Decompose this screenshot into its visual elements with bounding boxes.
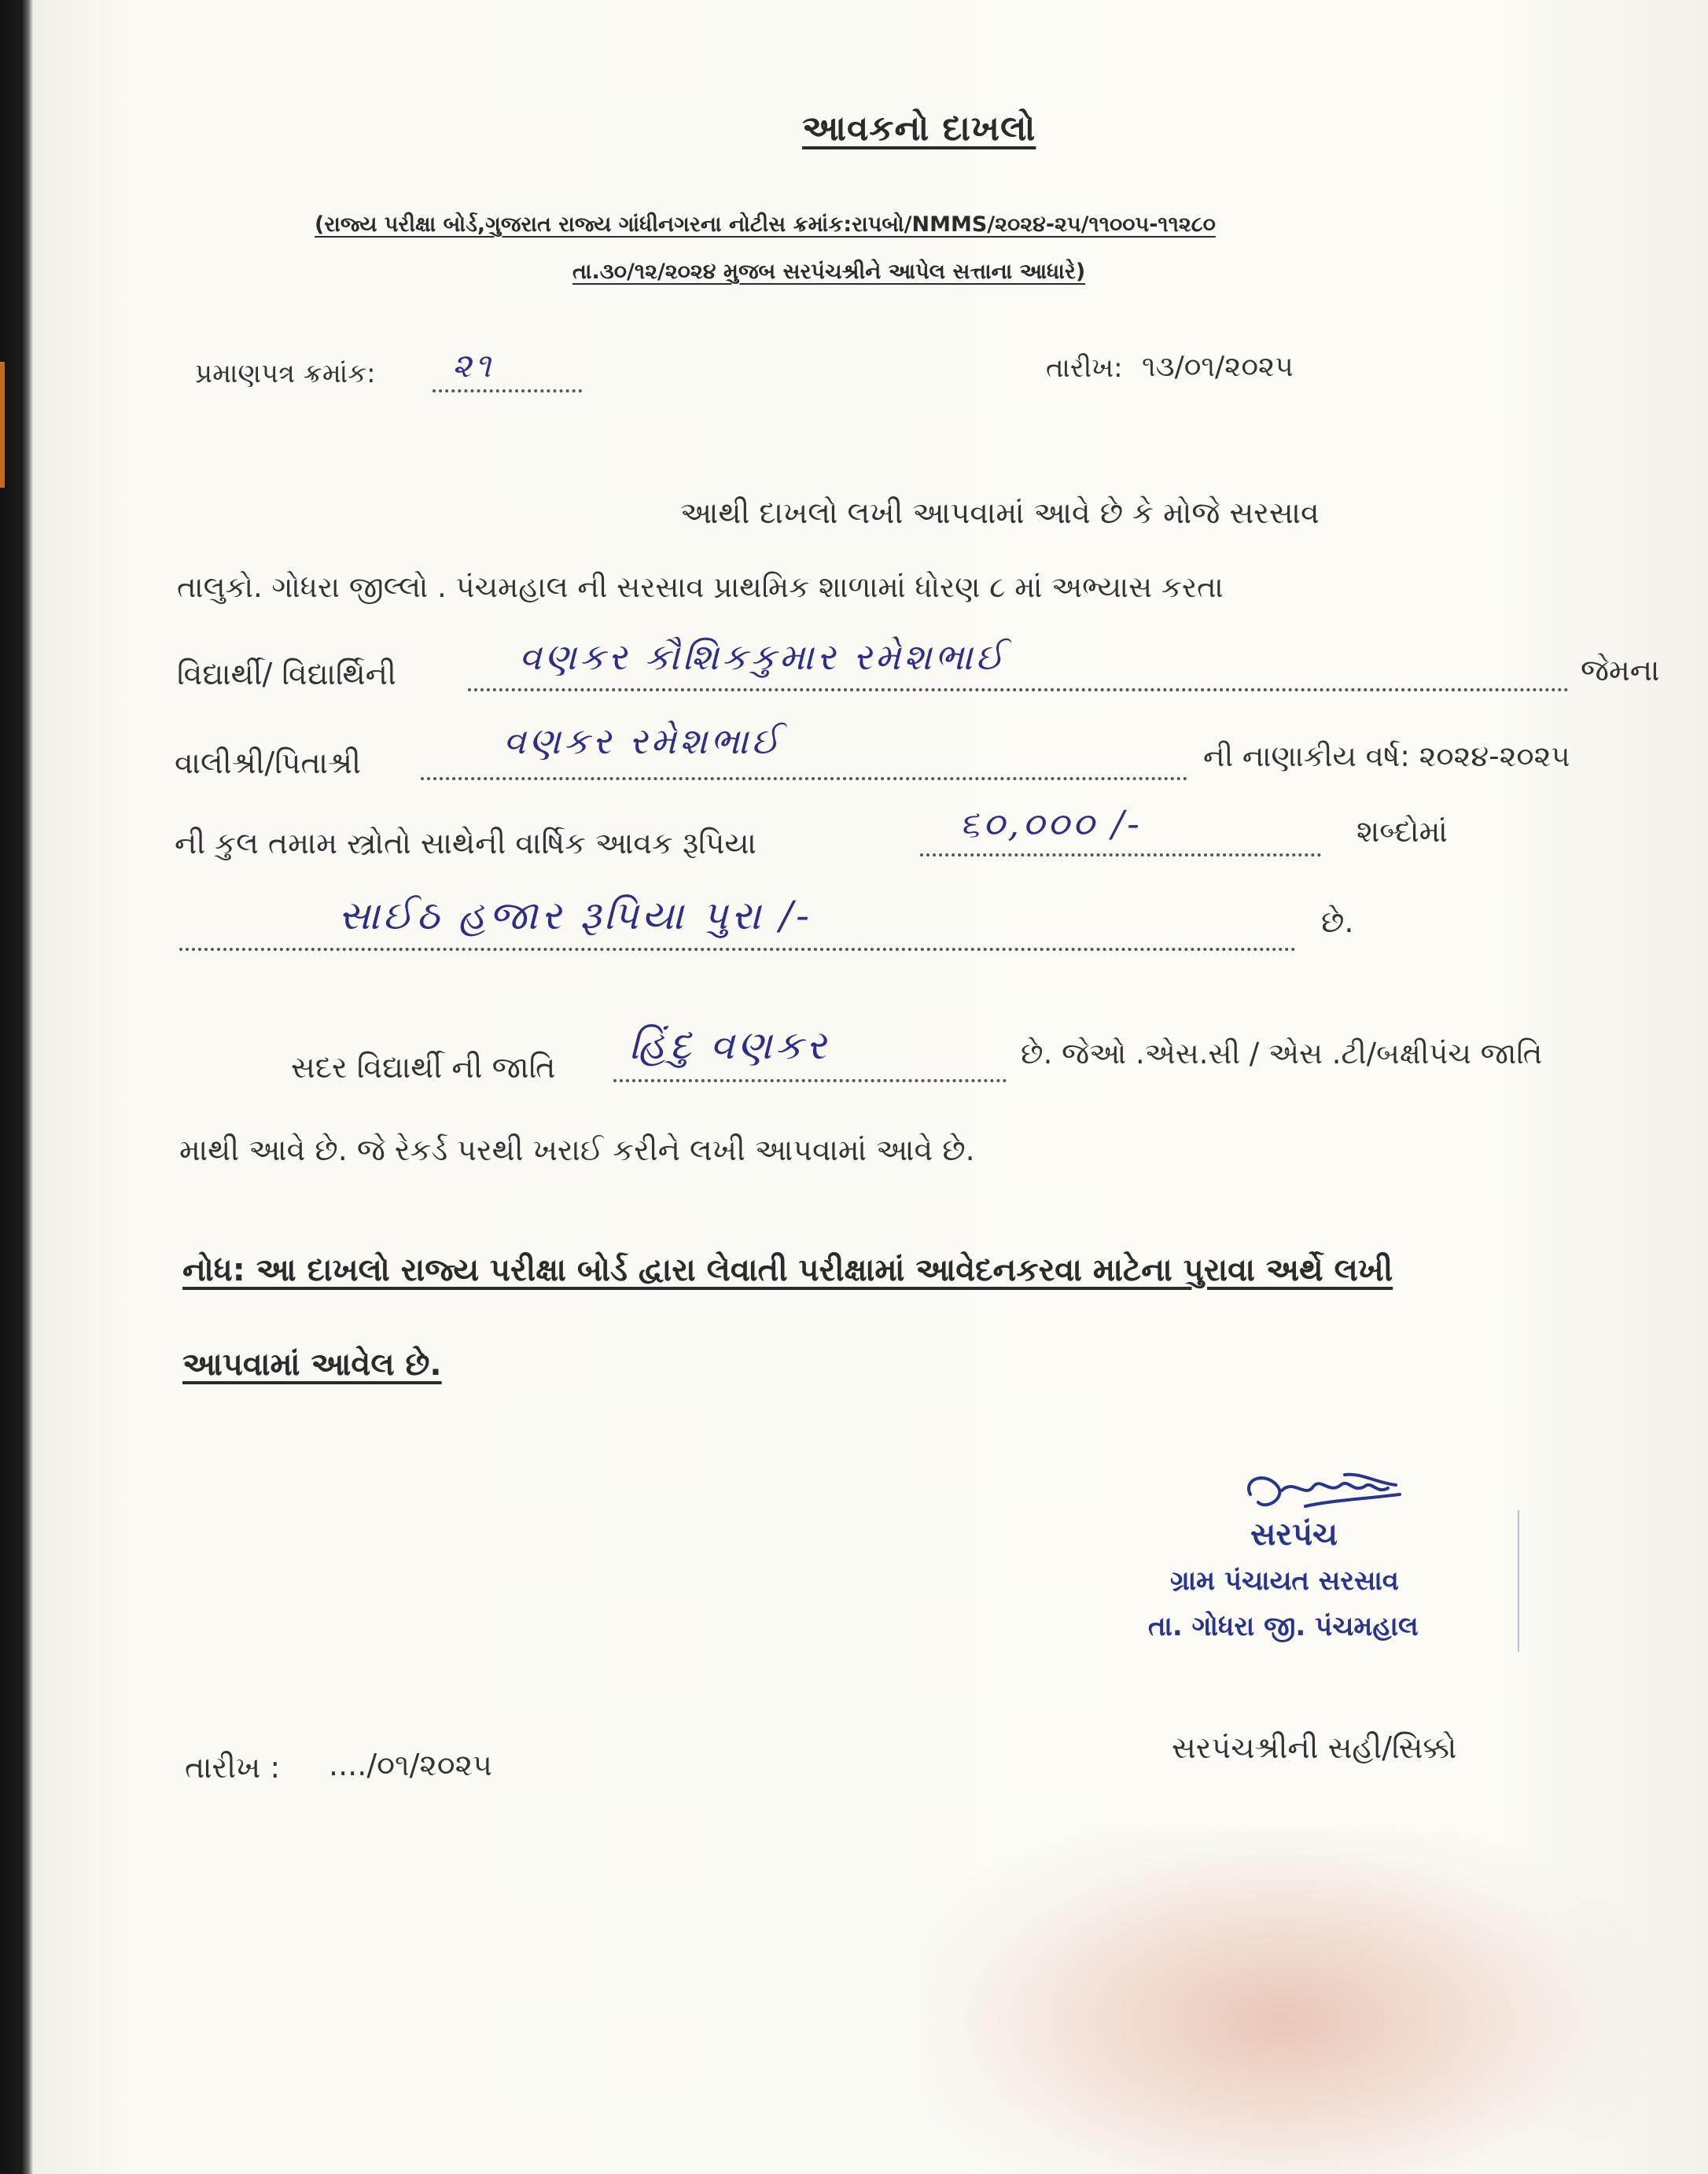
guardian-name-dots [421,777,1187,780]
sarpanch-sign-label: સરપંચશ્રીની સહી/સિક્કો [1172,1730,1457,1765]
stamp-border [1518,1510,1519,1652]
scan-left-edge [0,0,33,2174]
income-label: ની કુલ તમામ સ્ત્રોતો સાથેની વાર્ષિક આવક રૂપિયા [175,826,756,860]
caste-value: હિંદુ વણકર [629,1023,830,1068]
footer-date-label: તારીખ : [185,1750,281,1785]
income-words-dots [179,948,1296,951]
scan-smudge [928,1833,1636,2174]
guardian-name: વણકર રમેશભાઈ [503,720,782,762]
reference-line-2: તા.૩૦/૧૨/૨૦૨૪ મુજબ સરપંચશ્રીને આપેલ સત્તાના આધારે) [572,260,1086,284]
student-name: વણકર કૌશિકકુમાર રમેશભાઈ [519,636,1007,678]
footer-date-value: ..../૦૧/૨૦૨૫ [329,1748,492,1782]
body-line-1: આથી દાખલો લખી આપવામાં આવે છે કે મોજે સરસાવ [680,496,1320,530]
certificate-number-value: ૨૧ [452,346,495,385]
certificate-number-label: પ્રમાણપત્ર ક્રમાંક: [195,358,376,389]
scan-edge-mark [0,362,5,488]
income-words-label: શબ્દોમાં [1356,814,1448,849]
note-line-2: આપવામાં આવેલ છે. [182,1347,442,1383]
student-label: વિદ્યાર્થી/ વિદ્યાર્થિની [177,657,396,691]
student-suffix: જેમના [1581,653,1660,687]
student-name-dots [468,688,1569,691]
guardian-label: વાલીશ્રી/પિતાશ્રી [175,746,361,780]
caste-label: સદર વિદ્યાર્થી ની જાતિ [291,1050,556,1085]
caste-value-dots [613,1079,1007,1082]
certificate-date-value: ૧૩/૦૧/૨૦૨૫ [1142,351,1294,383]
income-value: ૬૦,૦૦૦ /- [959,802,1143,845]
stamp-title: સરપંચ [1250,1516,1338,1553]
caste-suffix: છે. જેઓ .એસ.સી / એસ .ટી/બક્ષીપંચ જાતિ [1021,1037,1543,1070]
income-words: સાઈઠ હજાર રૂપિયા પુરા /- [338,893,813,938]
caste-line-2: માથી આવે છે. જે રેકર્ડ પરથી ખરાઈ કરીને લખી આપવામાં આવે છે. [179,1133,975,1167]
certificate-date-label: તારીખ: [1046,352,1123,384]
certificate-number-dots [433,389,582,392]
guardian-suffix: ની નાણાકીય વર્ષ: ૨૦૨૪-૨૦૨૫ [1203,739,1570,773]
income-words-suffix: છે. [1321,905,1354,939]
income-value-underline [920,853,1321,857]
reference-line-1: (રાજ્ય પરીક્ષા બોર્ડ,ગુજરાત રાજ્ય ગાંધીનગરના નોટીસ ક્રમાંક:રાપબો/NMMS/૨૦૨૪-૨૫/૧૧૦૦૫-૧૧૨૮૦ [315,212,1216,237]
stamp-line-1: ગ્રામ પંચાયત સરસાવ [1170,1565,1399,1597]
note-line-1: નોધ: આ દાખલો રાજ્ય પરીક્ષા બોર્ડ દ્વારા લેવાતી પરીક્ષામાં આવેદનકરવા માટેના પુરાવા અર્થે લખી [182,1252,1393,1288]
stamp-line-2: તા. ગોધરા જી. પંચમહાલ [1148,1611,1419,1642]
body-line-2: તાલુકો. ગોધરા જીલ્લો . પંચમહાલ ની સરસાવ પ્રાથમિક શાળામાં ધોરણ ૮ માં અભ્યાસ કરતા [177,570,1224,604]
document-title: આવકનો દાખલો [802,109,1036,149]
